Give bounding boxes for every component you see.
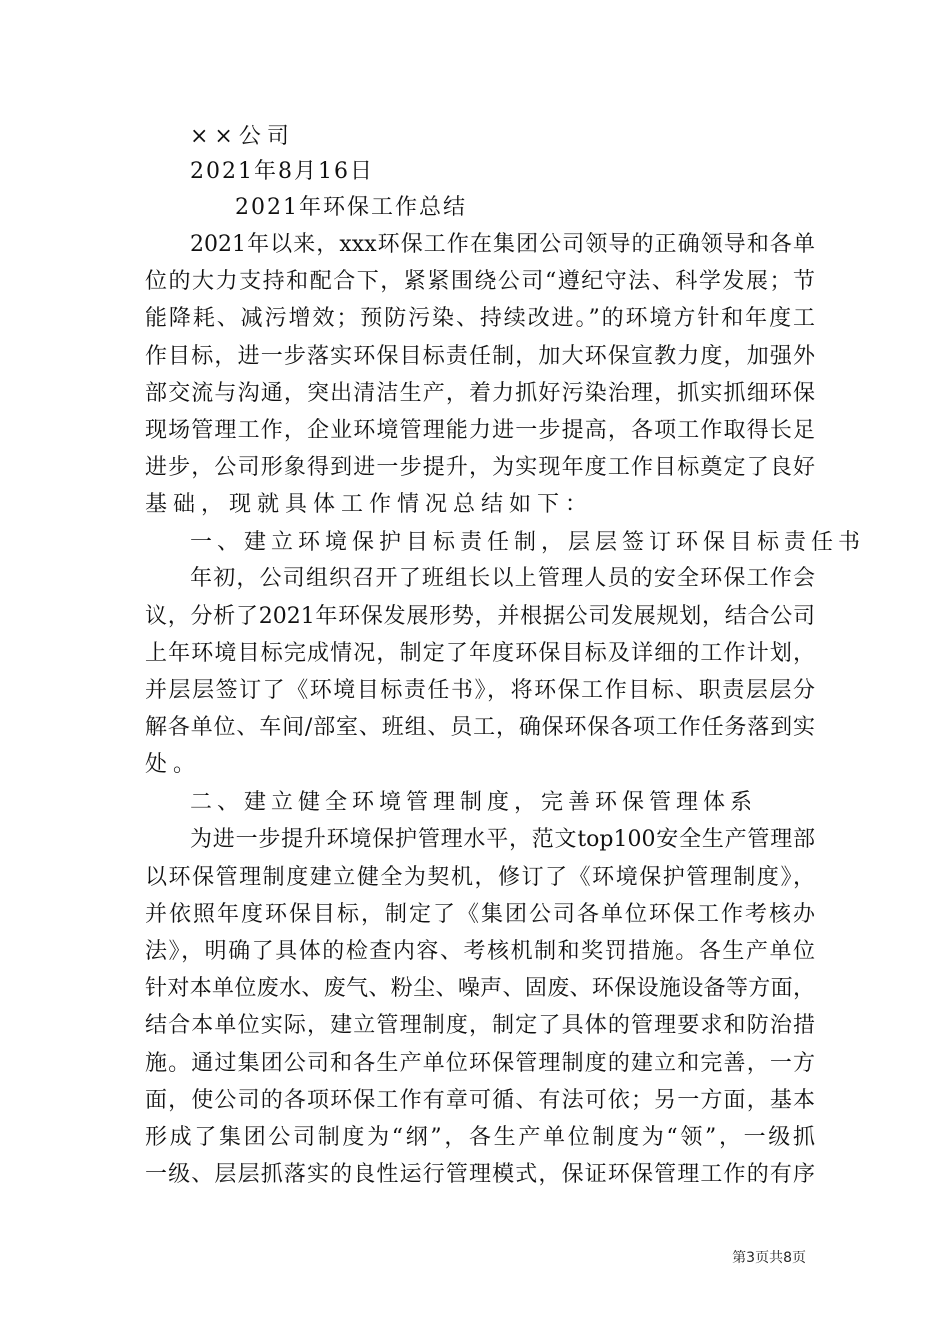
paragraph-line: 基础，现就具体工作情况总结如下： [145, 492, 594, 517]
paragraph-line: 以环保管理制度建立健全为契机，修订了《环境保护管理制度》， [145, 865, 815, 890]
paragraph-line: 现场管理工作，企业环境管理能力进一步提高，各项工作取得长足 [145, 418, 815, 443]
document-date: 2021年8月16日 [190, 159, 374, 184]
paragraph-line: 并层层签订了《环境目标责任书》，将环保工作目标、职责层层分 [145, 678, 815, 703]
paragraph-line: 2021年以来，xxx环保工作在集团公司领导的正确领导和各单 [190, 232, 815, 257]
document-title: 2021年环保工作总结 [235, 195, 467, 220]
paragraph-line: 作目标，进一步落实环保目标责任制，加大环保宣教力度，加强外 [145, 344, 815, 369]
paragraph-line: 结合本单位实际，建立管理制度，制定了具体的管理要求和防治措 [145, 1013, 815, 1038]
company-name: ××公司 [190, 124, 295, 149]
paragraph-line: 法》，明确了具体的检查内容、考核机制和奖罚措施。各生产单位 [145, 939, 815, 964]
paragraph-line: 解各单位、车间/部室、班组、员工，确保环保各项工作任务落到实 [145, 715, 815, 740]
paragraph-line: 议，分析了2021年环保发展形势，并根据公司发展规划，结合公司 [145, 604, 815, 629]
paragraph-line: 能降耗、减污增效；预防污染、持续改进。”的环境方针和年度工 [145, 306, 815, 331]
paragraph-line: 上年环境目标完成情况，制定了年度环保目标及详细的工作计划， [145, 641, 815, 666]
paragraph-line: 位的大力支持和配合下，紧紧围绕公司“遵纪守法、科学发展；节 [145, 269, 815, 294]
section-heading-2: 二、建立健全环境管理制度，完善环保管理体系 [190, 790, 758, 815]
paragraph-line: 针对本单位废水、废气、粉尘、噪声、固废、环保设施设备等方面， [145, 976, 815, 1001]
paragraph-line: 部交流与沟通，突出清洁生产，着力抓好污染治理，抓实抓细环保 [145, 381, 815, 406]
paragraph-line: 施。通过集团公司和各生产单位环保管理制度的建立和完善，一方 [145, 1051, 815, 1076]
paragraph-line: 进步，公司形象得到进一步提升，为实现年度工作目标奠定了良好 [145, 455, 815, 480]
paragraph-line: 形成了集团公司制度为“纲”，各生产单位制度为“领”，一级抓 [145, 1125, 815, 1150]
paragraph-line: 为进一步提升环境保护管理水平，范文top100安全生产管理部 [190, 827, 815, 852]
section-heading-1: 一、建立环境保护目标责任制，层层签订环保目标责任书 [190, 530, 866, 555]
paragraph-line: 并依照年度环保目标，制定了《集团公司各单位环保工作考核办 [145, 902, 815, 927]
paragraph-line: 处。 [145, 752, 202, 777]
paragraph-line: 面，使公司的各项环保工作有章可循、有法可依；另一方面，基本 [145, 1088, 815, 1113]
paragraph-line: 一级、层层抓落实的良性运行管理模式，保证环保管理工作的有序 [145, 1162, 815, 1187]
page-indicator: 第3页共8页 [732, 1250, 806, 1266]
paragraph-line: 年初，公司组织召开了班组长以上管理人员的安全环保工作会 [190, 566, 815, 591]
